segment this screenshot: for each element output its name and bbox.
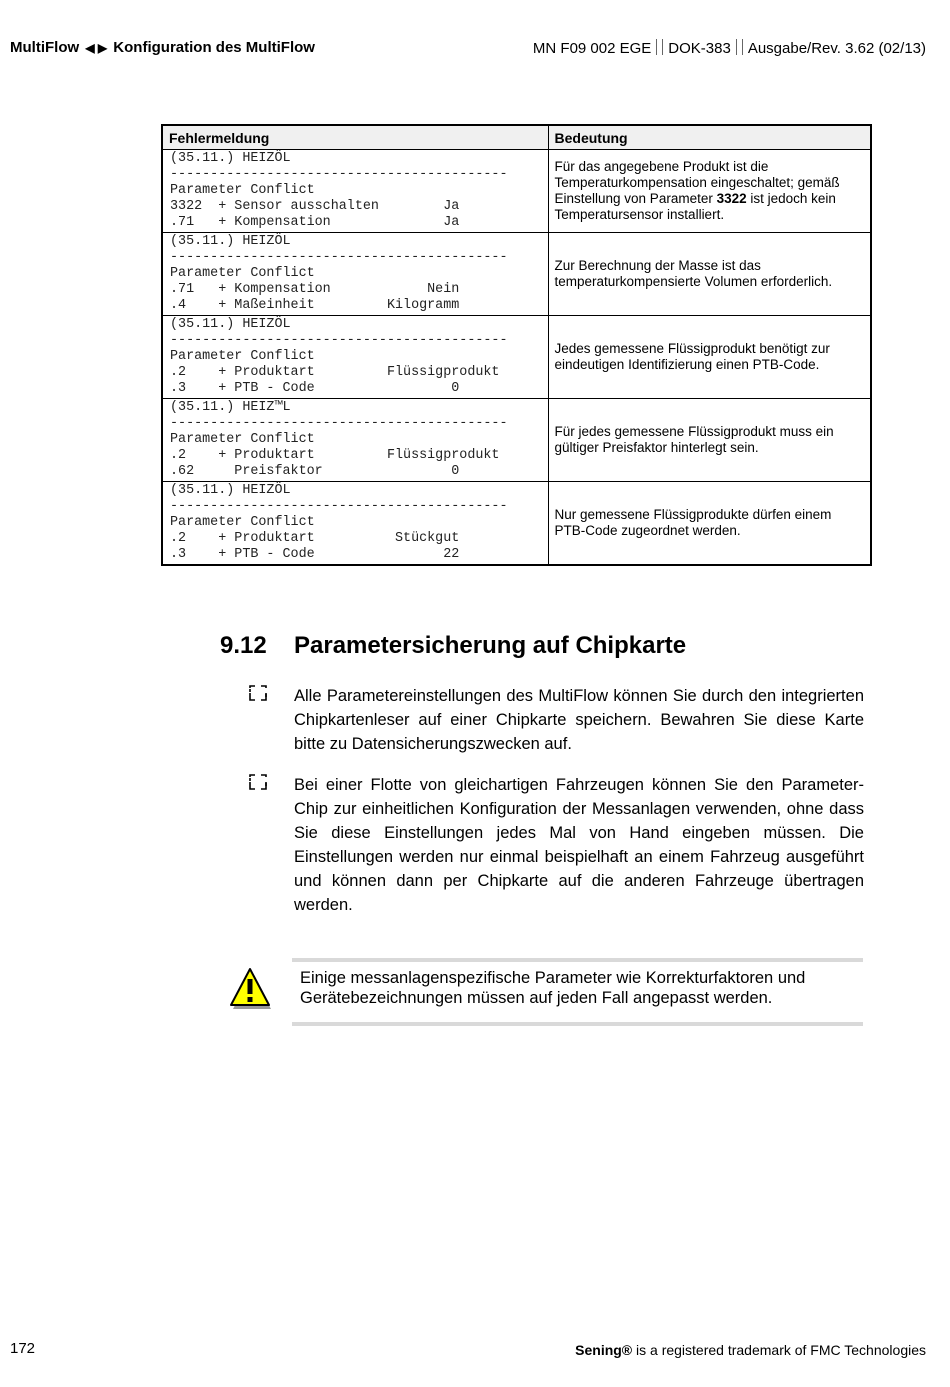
table-row [162,316,871,399]
section-number: 9.12 [220,632,267,659]
chipcard-bullet-icon [247,684,269,702]
running-header-left [10,39,315,56]
error-meaning: Zur Berechnung der Masse ist das temperaturkompensierte Volumen erforderlich. [554,258,833,289]
table-row [162,482,871,566]
doc-number: MN F09 002 EGE [532,40,652,57]
error-code-display: (35.11.) HEIZÖL ------------------------------------------ Parameter Conflict .71 + Kompensation Nein .4 + Maßeinheit Kilogramm [170,234,508,313]
running-header-right [533,39,926,57]
table-row [162,233,871,316]
column-header-bedeutung: Bedeutung [548,125,871,150]
error-code-display: (35.11.) HEIZÖL ------------------------------------------ Parameter Conflict .2 + Produktart Flüssigprodukt .3 + PTB - Code 0 [170,317,508,396]
column-header-fehlermeldung: Fehlermeldung [162,125,548,150]
chipcard-bullet-icon [247,773,269,791]
section-title: Parametersicherung auf Chipkarte [294,632,687,659]
revision: Ausgabe/Rev. 3.62 (02/13) [747,40,926,57]
warning-icon [228,966,272,1012]
error-meaning: Für das angegebene Produkt ist die Temperaturkompensation eingeschaltet; gemäß Einstellung von Parameter 3322 ist jedoch kein Temperatursensor installiert. [554,159,840,222]
brand-name: Sening® [575,1342,633,1358]
trademark-notice: Sening® is a registered trademark of FMC Technologies [575,1342,926,1358]
paragraph: Alle Parametereinstellungen des MultiFlow können Sie durch den integrierten Chipkartenleser auf einer Chipkarte speichern. Bewahren Sie diese Karte bitte zu Datensicherungszwecken auf. [294,687,864,753]
error-code-display: (35.11.) HEIZÖL ------------------------------------------ Parameter Conflict 3322 + Sensor ausschalten Ja .71 + Kompensation Ja [170,151,508,230]
separator [656,39,663,55]
paragraph: Bei einer Flotte von gleichartigen Fahrzeugen können Sie den Parameter-Chip zur einheitlichen Konfiguration der Messanlagen verwenden, ohne dass Sie diese Einstellungen jedes Mal von Hand eingeben müssen. Die Einstellungen werden nur einmal beispielhaft an einem Fahrzeug ausgeführt und können dann per Chipkarte auf die anderen Fahrzeuge übertragen werden. [294,776,864,914]
table-row [162,150,871,233]
chapter-title: Konfiguration des MultiFlow [113,39,315,56]
nav-arrows-icon: ◀ ▶ [85,41,108,55]
error-code-display: (35.11.) HEIZÖL ------------------------------------------ Parameter Conflict .2 + Produktart Stückgut .3 + PTB - Code 22 [170,483,508,562]
warning-text: Einige messanlagenspezifische Parameter wie Korrekturfaktoren und Gerätebezeichnungen müssen auf jeden Fall angepasst werden. [300,969,806,1007]
error-meaning: Nur gemessene Flüssigprodukte dürfen einem PTB-Code zugeordnet werden. [554,507,832,538]
table-row [162,399,871,482]
doc-id: DOK-383 [668,40,731,57]
app-name: MultiFlow [10,39,80,56]
error-code-display: (35.11.) HEIZ™L ------------------------------------------ Parameter Conflict .2 + Produktart Flüssigprodukt .62 Preisfaktor 0 [170,400,508,479]
error-message-table [161,124,872,566]
separator [736,39,743,55]
error-meaning: Jedes gemessene Flüssigprodukt benötigt zur eindeutigen Identifizierung einen PTB-Code. [554,341,830,372]
error-meaning: Für jedes gemessene Flüssigprodukt muss ein gültiger Preisfaktor hinterlegt sein. [554,424,834,455]
table-header-row [162,125,871,150]
page-number: 172 [10,1340,36,1357]
